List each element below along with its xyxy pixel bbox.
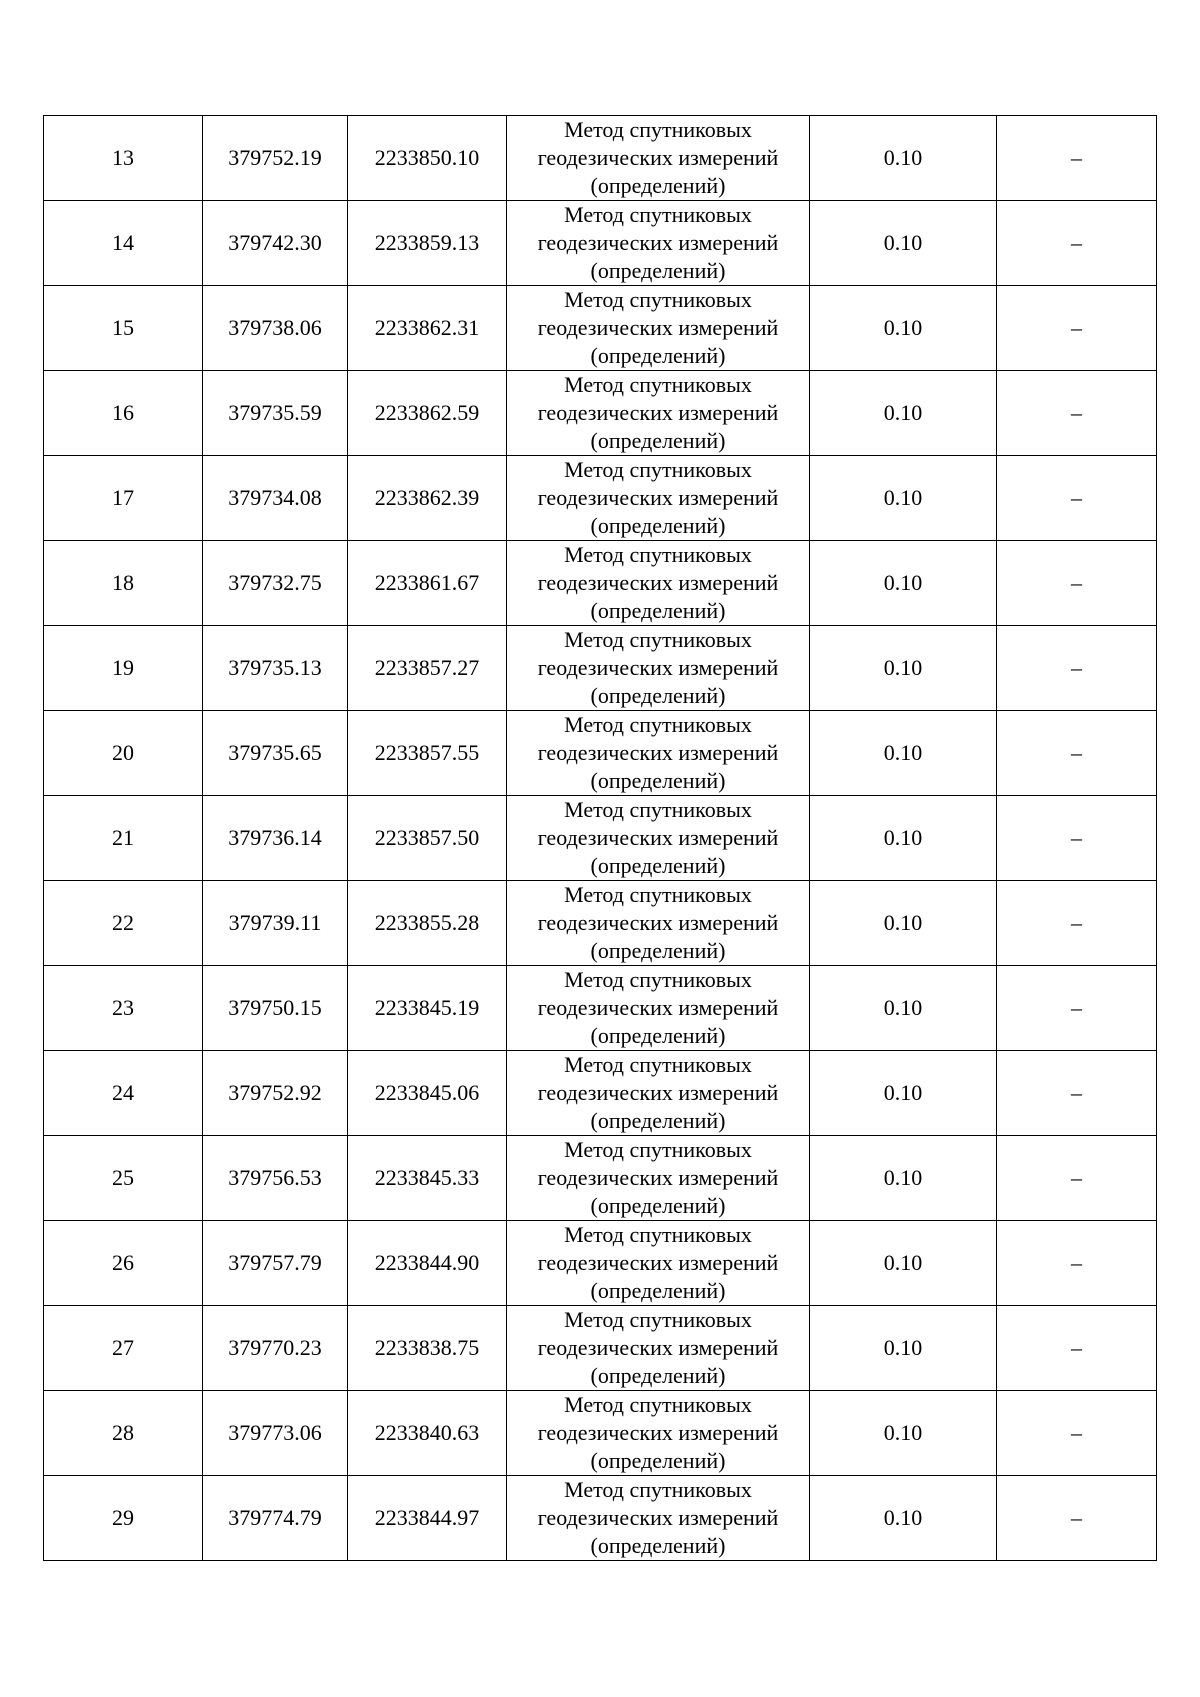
accuracy-cell: 0.10 <box>810 881 997 966</box>
x-coordinate-cell: 379752.92 <box>203 1051 348 1136</box>
x-coordinate-cell: 379739.11 <box>203 881 348 966</box>
y-coordinate-cell: 2233862.59 <box>348 371 507 456</box>
method-text-line: геодезических измерений <box>537 1080 779 1105</box>
x-coordinate-cell: 379734.08 <box>203 456 348 541</box>
description-cell: – <box>997 711 1157 796</box>
method-text-line: (определений) <box>590 258 726 283</box>
x-coordinate-cell: 379750.15 <box>203 966 348 1051</box>
x-coordinate-cell: 379735.13 <box>203 626 348 711</box>
description-cell: – <box>997 1051 1157 1136</box>
point-number-cell: 20 <box>44 711 203 796</box>
method-text-line: геодезических измерений <box>537 315 779 340</box>
accuracy-cell: 0.10 <box>810 1221 997 1306</box>
point-number-cell: 13 <box>44 116 203 201</box>
point-number-cell: 15 <box>44 286 203 371</box>
y-coordinate-cell: 2233844.97 <box>348 1476 507 1561</box>
description-cell: – <box>997 371 1157 456</box>
method-cell <box>507 626 810 711</box>
method-text-line: Метод спутниковых <box>564 1052 752 1077</box>
method-cell <box>507 1136 810 1221</box>
y-coordinate-cell: 2233855.28 <box>348 881 507 966</box>
method-text-line: (определений) <box>590 1278 726 1303</box>
method-text-line: геодезических измерений <box>537 1335 779 1360</box>
method-text-line: Метод спутниковых <box>564 1307 752 1332</box>
method-cell <box>507 1306 810 1391</box>
method-text-line: геодезических измерений <box>537 230 779 255</box>
method-text-line: геодезических измерений <box>537 910 779 935</box>
method-text-line: (определений) <box>590 1108 726 1133</box>
x-coordinate-cell: 379738.06 <box>203 286 348 371</box>
method-text-line: геодезических измерений <box>537 995 779 1020</box>
method-text-line: Метод спутниковых <box>564 627 752 652</box>
description-cell: – <box>997 1306 1157 1391</box>
method-text-line: Метод спутниковых <box>564 1137 752 1162</box>
point-number-cell: 16 <box>44 371 203 456</box>
x-coordinate-cell: 379736.14 <box>203 796 348 881</box>
table-row <box>44 541 1157 626</box>
method-cell <box>507 796 810 881</box>
method-text-line: Метод спутниковых <box>564 882 752 907</box>
method-text-line: (определений) <box>590 768 726 793</box>
point-number-cell: 23 <box>44 966 203 1051</box>
method-text-line: (определений) <box>590 513 726 538</box>
description-cell: – <box>997 541 1157 626</box>
method-cell <box>507 201 810 286</box>
point-number-cell: 27 <box>44 1306 203 1391</box>
table-row <box>44 1306 1157 1391</box>
method-text-line: (определений) <box>590 938 726 963</box>
description-cell: – <box>997 796 1157 881</box>
method-text-line: (определений) <box>590 1193 726 1218</box>
method-text-line: (определений) <box>590 1533 726 1558</box>
y-coordinate-cell: 2233845.19 <box>348 966 507 1051</box>
x-coordinate-cell: 379742.30 <box>203 201 348 286</box>
method-text-line: геодезических измерений <box>537 1165 779 1190</box>
method-text-line: Метод спутниковых <box>564 1222 752 1247</box>
accuracy-cell: 0.10 <box>810 116 997 201</box>
table-row <box>44 626 1157 711</box>
x-coordinate-cell: 379752.19 <box>203 116 348 201</box>
method-text-line: (определений) <box>590 343 726 368</box>
description-cell: – <box>997 881 1157 966</box>
x-coordinate-cell: 379732.75 <box>203 541 348 626</box>
table-row <box>44 966 1157 1051</box>
table-row <box>44 1051 1157 1136</box>
table-row <box>44 286 1157 371</box>
accuracy-cell: 0.10 <box>810 1136 997 1221</box>
y-coordinate-cell: 2233845.06 <box>348 1051 507 1136</box>
table-row <box>44 201 1157 286</box>
method-text-line: геодезических измерений <box>537 570 779 595</box>
method-text-line: геодезических измерений <box>537 1420 779 1445</box>
point-number-cell: 21 <box>44 796 203 881</box>
accuracy-cell: 0.10 <box>810 456 997 541</box>
y-coordinate-cell: 2233850.10 <box>348 116 507 201</box>
y-coordinate-cell: 2233857.50 <box>348 796 507 881</box>
method-text-line: (определений) <box>590 1363 726 1388</box>
description-cell: – <box>997 1221 1157 1306</box>
table-row <box>44 711 1157 796</box>
method-cell <box>507 116 810 201</box>
method-text-line: (определений) <box>590 683 726 708</box>
y-coordinate-cell: 2233862.31 <box>348 286 507 371</box>
y-coordinate-cell: 2233859.13 <box>348 201 507 286</box>
table-row <box>44 1476 1157 1561</box>
y-coordinate-cell: 2233845.33 <box>348 1136 507 1221</box>
x-coordinate-cell: 379757.79 <box>203 1221 348 1306</box>
method-cell <box>507 1391 810 1476</box>
point-number-cell: 22 <box>44 881 203 966</box>
method-text-line: Метод спутниковых <box>564 1477 752 1502</box>
accuracy-cell: 0.10 <box>810 541 997 626</box>
method-text-line: геодезических измерений <box>537 825 779 850</box>
point-number-cell: 28 <box>44 1391 203 1476</box>
x-coordinate-cell: 379735.59 <box>203 371 348 456</box>
x-coordinate-cell: 379773.06 <box>203 1391 348 1476</box>
description-cell: – <box>997 201 1157 286</box>
accuracy-cell: 0.10 <box>810 1476 997 1561</box>
x-coordinate-cell: 379770.23 <box>203 1306 348 1391</box>
description-cell: – <box>997 966 1157 1051</box>
x-coordinate-cell: 379756.53 <box>203 1136 348 1221</box>
method-text-line: Метод спутниковых <box>564 712 752 737</box>
method-text-line: (определений) <box>590 598 726 623</box>
method-cell <box>507 371 810 456</box>
y-coordinate-cell: 2233857.27 <box>348 626 507 711</box>
point-number-cell: 29 <box>44 1476 203 1561</box>
description-cell: – <box>997 116 1157 201</box>
point-number-cell: 25 <box>44 1136 203 1221</box>
method-text-line: геодезических измерений <box>537 145 779 170</box>
method-text-line: геодезических измерений <box>537 1505 779 1530</box>
method-text-line: геодезических измерений <box>537 485 779 510</box>
method-text-line: Метод спутниковых <box>564 542 752 567</box>
y-coordinate-cell: 2233861.67 <box>348 541 507 626</box>
accuracy-cell: 0.10 <box>810 1391 997 1476</box>
table-row <box>44 116 1157 201</box>
method-text-line: геодезических измерений <box>537 1250 779 1275</box>
table-row <box>44 796 1157 881</box>
method-text-line: геодезических измерений <box>537 740 779 765</box>
point-number-cell: 17 <box>44 456 203 541</box>
method-text-line: (определений) <box>590 428 726 453</box>
method-text-line: Метод спутниковых <box>564 457 752 482</box>
point-number-cell: 26 <box>44 1221 203 1306</box>
point-number-cell: 14 <box>44 201 203 286</box>
method-text-line: геодезических измерений <box>537 655 779 680</box>
y-coordinate-cell: 2233844.90 <box>348 1221 507 1306</box>
method-cell <box>507 286 810 371</box>
coordinates-table <box>43 115 1157 1561</box>
method-text-line: Метод спутниковых <box>564 967 752 992</box>
coordinates-table-body <box>44 116 1157 1561</box>
method-text-line: (определений) <box>590 1448 726 1473</box>
method-text-line: Метод спутниковых <box>564 202 752 227</box>
description-cell: – <box>997 1476 1157 1561</box>
accuracy-cell: 0.10 <box>810 371 997 456</box>
x-coordinate-cell: 379735.65 <box>203 711 348 796</box>
y-coordinate-cell: 2233838.75 <box>348 1306 507 1391</box>
point-number-cell: 18 <box>44 541 203 626</box>
method-text-line: Метод спутниковых <box>564 372 752 397</box>
accuracy-cell: 0.10 <box>810 711 997 796</box>
method-text-line: геодезических измерений <box>537 400 779 425</box>
accuracy-cell: 0.10 <box>810 286 997 371</box>
y-coordinate-cell: 2233857.55 <box>348 711 507 796</box>
accuracy-cell: 0.10 <box>810 1306 997 1391</box>
method-text-line: (определений) <box>590 1023 726 1048</box>
method-text-line: Метод спутниковых <box>564 797 752 822</box>
method-cell <box>507 541 810 626</box>
y-coordinate-cell: 2233840.63 <box>348 1391 507 1476</box>
description-cell: – <box>997 626 1157 711</box>
accuracy-cell: 0.10 <box>810 966 997 1051</box>
table-row <box>44 371 1157 456</box>
method-cell <box>507 1051 810 1136</box>
method-text-line: Метод спутниковых <box>564 117 752 142</box>
point-number-cell: 24 <box>44 1051 203 1136</box>
method-cell <box>507 1476 810 1561</box>
accuracy-cell: 0.10 <box>810 1051 997 1136</box>
x-coordinate-cell: 379774.79 <box>203 1476 348 1561</box>
method-cell <box>507 881 810 966</box>
method-text-line: (определений) <box>590 173 726 198</box>
method-text-line: Метод спутниковых <box>564 287 752 312</box>
table-row <box>44 456 1157 541</box>
method-text-line: Метод спутниковых <box>564 1392 752 1417</box>
method-cell <box>507 456 810 541</box>
description-cell: – <box>997 286 1157 371</box>
method-cell <box>507 966 810 1051</box>
table-row <box>44 1136 1157 1221</box>
description-cell: – <box>997 456 1157 541</box>
table-row <box>44 881 1157 966</box>
table-row <box>44 1221 1157 1306</box>
method-cell <box>507 1221 810 1306</box>
accuracy-cell: 0.10 <box>810 626 997 711</box>
y-coordinate-cell: 2233862.39 <box>348 456 507 541</box>
description-cell: – <box>997 1136 1157 1221</box>
table-row <box>44 1391 1157 1476</box>
accuracy-cell: 0.10 <box>810 796 997 881</box>
accuracy-cell: 0.10 <box>810 201 997 286</box>
method-text-line: (определений) <box>590 853 726 878</box>
description-cell: – <box>997 1391 1157 1476</box>
point-number-cell: 19 <box>44 626 203 711</box>
method-cell <box>507 711 810 796</box>
